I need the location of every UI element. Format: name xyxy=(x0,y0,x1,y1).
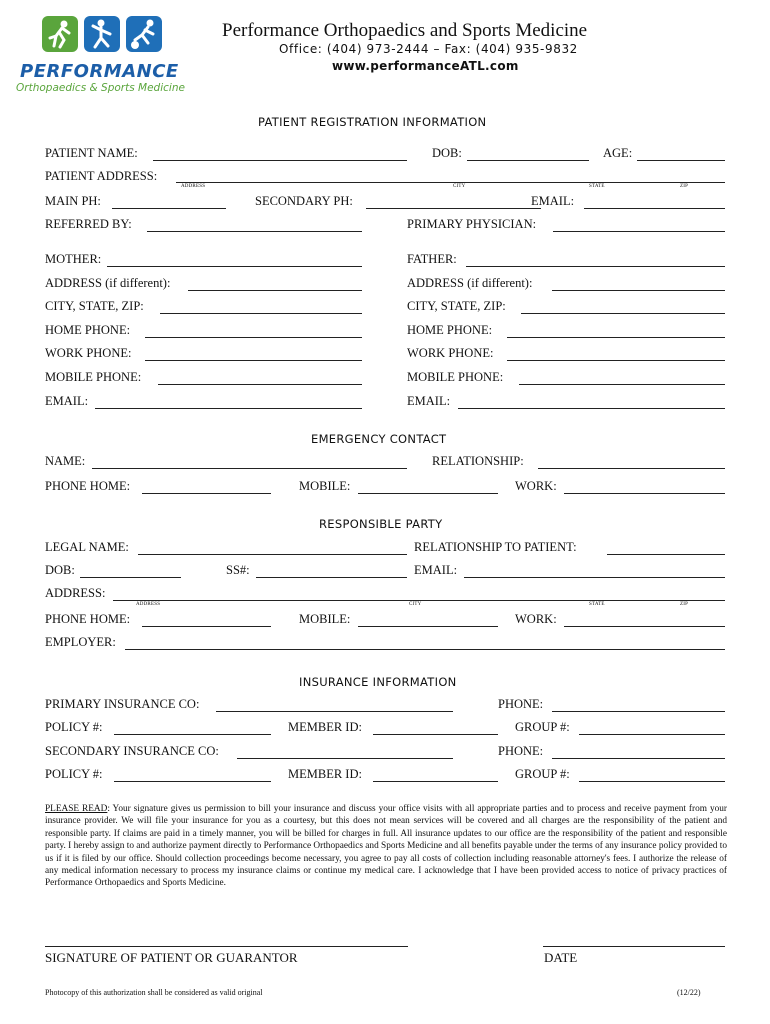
primary-insurance-phone-field[interactable] xyxy=(552,711,725,712)
emergency-name-label: NAME: xyxy=(45,454,86,468)
responsible-email-field[interactable] xyxy=(464,577,725,578)
primary-policy-label: POLICY #: xyxy=(45,720,103,734)
primary-policy-field[interactable] xyxy=(114,734,271,735)
footer-version: (12/22) xyxy=(677,988,701,997)
section-insurance-information: INSURANCE INFORMATION xyxy=(299,675,457,689)
address-sublabel: ADDRESS xyxy=(181,184,206,189)
city-sublabel: CITY xyxy=(453,184,466,189)
mother-work-phone-label: WORK PHONE: xyxy=(45,346,132,360)
please-read-paragraph xyxy=(45,803,727,890)
referred-by-field[interactable] xyxy=(147,231,362,232)
father-field[interactable] xyxy=(466,266,725,267)
footer-note: Photocopy of this authorization shall be considered as valid original xyxy=(45,988,263,997)
emergency-relationship-field[interactable] xyxy=(538,468,725,469)
soccer-icon xyxy=(126,16,162,52)
emergency-phone-home-field[interactable] xyxy=(142,493,271,494)
please-read-text: : Your signature gives us permission to bill your insurance and discuss your office visits with all appropriate parties and to process and receive payment from your insurance provider. We will file your insurance for you as a courtesy, but this does not mean services will be covered and all charges are the responsibility of the patient and responsible party. If claims are paid in a timely manner, you will be billed for charges in full. All insurance updates to our office are the responsibility of the patient and responsible party. I hereby assign to and authorize payment directly to Performance Orthopaedics and Sports Medicine and all benefits payable under the terms of any insurance policy provided to us if it is filed by our office. Should collection proceedings become necessary, you agree to pay all costs of collection including reasonable attorney's fees. I authorize the release of any medical information necessary to process my insurance claims or continue my medical care. I acknowledge that I have been provided access to notice of privacy practices of Performance Orthopaedics and Sports Medicine. xyxy=(45,804,727,889)
emergency-name-field[interactable] xyxy=(92,468,407,469)
mother-work-phone-field[interactable] xyxy=(145,360,362,361)
mother-label: MOTHER: xyxy=(45,252,102,266)
patient-address-field[interactable] xyxy=(176,182,725,183)
date-label: DATE xyxy=(544,950,578,965)
father-work-phone-label: WORK PHONE: xyxy=(407,346,494,360)
father-city-label: CITY, STATE, ZIP: xyxy=(407,299,506,313)
employer-field[interactable] xyxy=(125,649,725,650)
father-mobile-phone-label: MOBILE PHONE: xyxy=(407,370,504,384)
secondary-policy-field[interactable] xyxy=(114,781,271,782)
responsible-address-sublabel: ADDRESS xyxy=(136,602,161,607)
responsible-phone-home-field[interactable] xyxy=(142,626,271,627)
father-email-label: EMAIL: xyxy=(407,394,451,408)
email-label: EMAIL: xyxy=(531,194,575,208)
relationship-to-patient-field[interactable] xyxy=(607,554,725,555)
primary-physician-field[interactable] xyxy=(553,231,725,232)
father-home-phone-field[interactable] xyxy=(507,337,725,338)
responsible-address-label: ADDRESS: xyxy=(45,586,106,600)
responsible-city-sublabel: CITY xyxy=(409,602,422,607)
please-read-label: PLEASE READ xyxy=(45,804,108,814)
signature-label: SIGNATURE OF PATIENT OR GUARANTOR xyxy=(45,950,298,965)
responsible-zip-sublabel: ZIP xyxy=(680,602,689,607)
father-address-field[interactable] xyxy=(552,290,725,291)
emergency-mobile-label: MOBILE: xyxy=(299,479,351,493)
section-patient-registration: PATIENT REGISTRATION INFORMATION xyxy=(258,115,487,129)
mother-city-field[interactable] xyxy=(160,313,362,314)
secondary-group-field[interactable] xyxy=(579,781,725,782)
mother-home-phone-field[interactable] xyxy=(145,337,362,338)
responsible-phone-home-label: PHONE HOME: xyxy=(45,612,131,626)
emergency-relationship-label: RELATIONSHIP: xyxy=(432,454,524,468)
primary-insurance-phone-label: PHONE: xyxy=(498,697,544,711)
logo-wordmark: PERFORMANCE xyxy=(20,61,179,82)
mother-mobile-phone-field[interactable] xyxy=(158,384,362,385)
primary-group-label: GROUP #: xyxy=(515,720,570,734)
secondary-insurance-label: SECONDARY INSURANCE CO: xyxy=(45,744,219,758)
legal-name-field[interactable] xyxy=(138,554,407,555)
mother-email-label: EMAIL: xyxy=(45,394,89,408)
email-field[interactable] xyxy=(584,208,725,209)
father-city-field[interactable] xyxy=(521,313,725,314)
father-home-phone-label: HOME PHONE: xyxy=(407,323,493,337)
responsible-state-sublabel: STATE xyxy=(589,602,605,607)
responsible-mobile-field[interactable] xyxy=(358,626,498,627)
primary-member-id-field[interactable] xyxy=(373,734,498,735)
responsible-work-field[interactable] xyxy=(564,626,725,627)
father-label: FATHER: xyxy=(407,252,457,266)
secondary-insurance-phone-field[interactable] xyxy=(552,758,725,759)
primary-physician-label: PRIMARY PHYSICIAN: xyxy=(407,217,537,231)
age-field[interactable] xyxy=(637,160,725,161)
primary-insurance-label: PRIMARY INSURANCE CO: xyxy=(45,697,200,711)
secondary-member-id-label: MEMBER ID: xyxy=(288,767,362,781)
page-title: Performance Orthopaedics and Sports Medicine xyxy=(222,20,588,41)
secondary-member-id-field[interactable] xyxy=(373,781,498,782)
signature-field[interactable] xyxy=(45,946,408,947)
primary-insurance-field[interactable] xyxy=(216,711,453,712)
state-sublabel: STATE xyxy=(589,184,605,189)
logo-subtitle: Orthopaedics & Sports Medicine xyxy=(16,82,185,94)
ss-field[interactable] xyxy=(256,577,407,578)
mother-address-label: ADDRESS (if different): xyxy=(45,276,171,290)
dob-field[interactable] xyxy=(467,160,589,161)
father-mobile-phone-field[interactable] xyxy=(519,384,725,385)
mother-address-field[interactable] xyxy=(188,290,362,291)
secondary-policy-label: POLICY #: xyxy=(45,767,103,781)
mother-city-label: CITY, STATE, ZIP: xyxy=(45,299,144,313)
mother-mobile-phone-label: MOBILE PHONE: xyxy=(45,370,142,384)
patient-name-label: PATIENT NAME: xyxy=(45,146,138,160)
emergency-mobile-field[interactable] xyxy=(358,493,498,494)
relationship-to-patient-label: RELATIONSHIP TO PATIENT: xyxy=(414,540,577,554)
dob-label: DOB: xyxy=(432,146,462,160)
patient-name-field[interactable] xyxy=(153,160,407,161)
father-work-phone-field[interactable] xyxy=(507,360,725,361)
primary-group-field[interactable] xyxy=(579,734,725,735)
secondary-group-label: GROUP #: xyxy=(515,767,570,781)
secondary-phone-label: SECONDARY PH: xyxy=(255,194,353,208)
patient-address-label: PATIENT ADDRESS: xyxy=(45,169,158,183)
responsible-email-label: EMAIL: xyxy=(414,563,458,577)
main-phone-field[interactable] xyxy=(112,208,226,209)
website: www.performanceATL.com xyxy=(332,59,519,73)
emergency-phone-home-label: PHONE HOME: xyxy=(45,479,131,493)
main-phone-label: MAIN PH: xyxy=(45,194,101,208)
logo xyxy=(14,16,194,96)
athlete-icon xyxy=(84,16,120,52)
mother-home-phone-label: HOME PHONE: xyxy=(45,323,131,337)
runner-icon xyxy=(42,16,78,52)
responsible-dob-field[interactable] xyxy=(80,577,181,578)
office-contact: Office: (404) 973-2444 – Fax: (404) 935-9832 xyxy=(279,42,578,56)
responsible-address-field[interactable] xyxy=(113,600,725,601)
mother-email-field[interactable] xyxy=(95,408,362,409)
ss-label: SS#: xyxy=(226,563,250,577)
emergency-work-label: WORK: xyxy=(515,479,557,493)
age-label: AGE: xyxy=(603,146,633,160)
zip-sublabel: ZIP xyxy=(680,184,689,189)
section-responsible-party: RESPONSIBLE PARTY xyxy=(319,517,443,531)
referred-by-label: REFERRED BY: xyxy=(45,217,132,231)
section-emergency-contact: EMERGENCY CONTACT xyxy=(311,432,447,446)
emergency-work-field[interactable] xyxy=(564,493,725,494)
father-address-label: ADDRESS (if different): xyxy=(407,276,533,290)
responsible-mobile-label: MOBILE: xyxy=(299,612,351,626)
secondary-insurance-field[interactable] xyxy=(237,758,453,759)
responsible-work-label: WORK: xyxy=(515,612,557,626)
date-field[interactable] xyxy=(543,946,725,947)
employer-label: EMPLOYER: xyxy=(45,635,116,649)
secondary-insurance-phone-label: PHONE: xyxy=(498,744,544,758)
father-email-field[interactable] xyxy=(458,408,725,409)
responsible-dob-label: DOB: xyxy=(45,563,75,577)
primary-member-id-label: MEMBER ID: xyxy=(288,720,362,734)
legal-name-label: LEGAL NAME: xyxy=(45,540,129,554)
mother-field[interactable] xyxy=(107,266,362,267)
secondary-phone-field[interactable] xyxy=(366,208,541,209)
